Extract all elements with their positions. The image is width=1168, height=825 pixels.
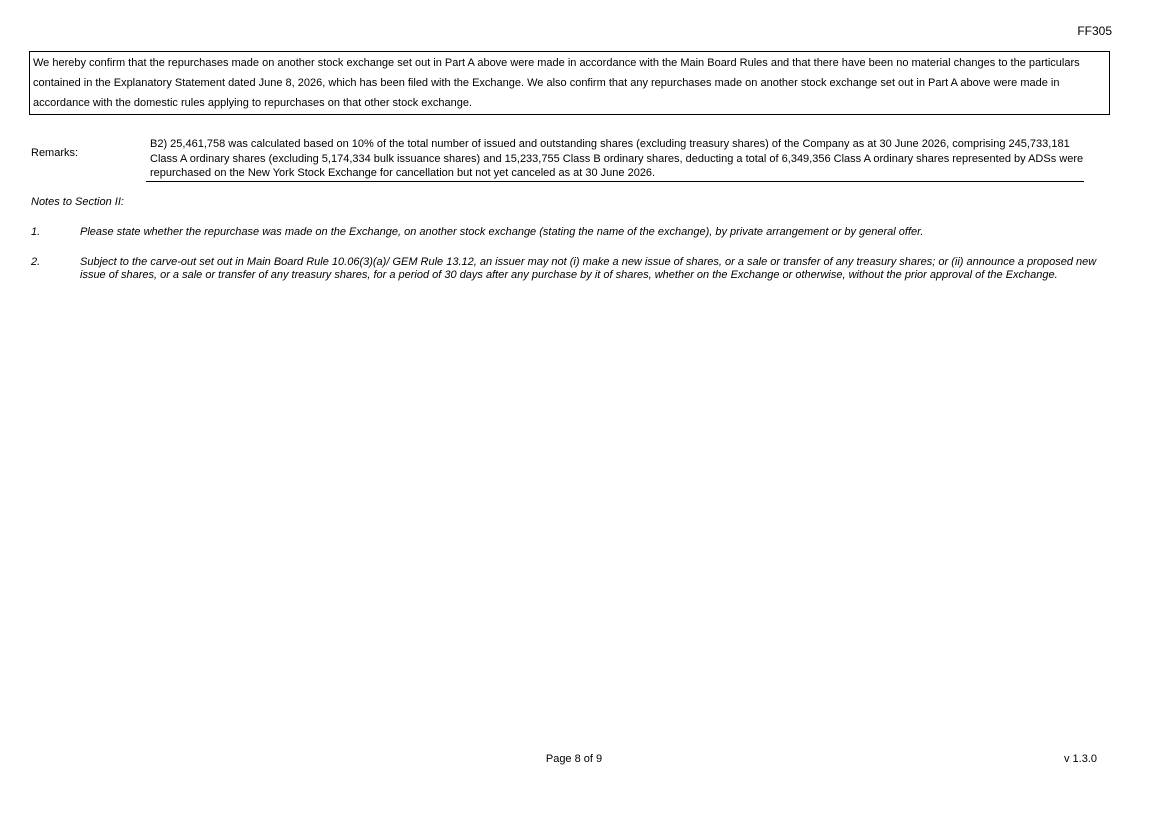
- confirmation-statement-box: [29, 51, 1110, 115]
- notes-title: Notes to Section II:: [31, 196, 124, 208]
- page-number: Page 8 of 9: [545, 753, 603, 765]
- note-number: 2.: [31, 256, 41, 268]
- form-code: FF305: [1077, 24, 1112, 38]
- remarks-label: Remarks:: [31, 147, 79, 159]
- note-number: 1.: [31, 226, 41, 238]
- note-text: Subject to the carve-out set out in Main Board Rule 10.06(3)(a)/ GEM Rule 13.12, an issuer may not (i) make a new issue of shares, or a sale or transfer of any treasury shares; or (ii) announce a proposed new issue of shares, or a sale or transfer of any treasury shares, for a period of 30 days after any purchase by it of shares, whether on the Exchange or otherwise, without the prior approval of the Exchange.: [80, 256, 1097, 281]
- note-text: Please state whether the repurchase was made on the Exchange, on another stock exchange (stating the name of the exchange), by private arrangement or by general offer.: [80, 226, 924, 238]
- remarks-text: B2) 25,461,758 was calculated based on 10% of the total number of issued and outstanding shares (excluding treasury shares) of the Company as at 30 June 2026, comprising 245,733,181 Class A ordinary shares (excluding 5,174,334 bulk issuance shares) and 15,233,755 Class B ordinary shares, deducting a total of 6,349,356 Class A ordinary shares represented by ADSs were repurchased on the New York Stock Exchange for cancellation but not yet canceled as at 30 June 2026.: [146, 137, 1084, 182]
- confirmation-text: We hereby confirm that the repurchases made on another stock exchange set out in Part A above were made in accordance with the Main Board Rules and that there have been no material changes to the particulars contained in the Explanatory Statement dated June 8, 2026, which has been filed with the Exchange. We also confirm that any repurchases made on another stock exchange set out in Part A above were made in accordance with the domestic rules applying to repurchases on that other stock exchange.: [33, 57, 1080, 109]
- version-label: v 1.3.0: [1063, 753, 1097, 765]
